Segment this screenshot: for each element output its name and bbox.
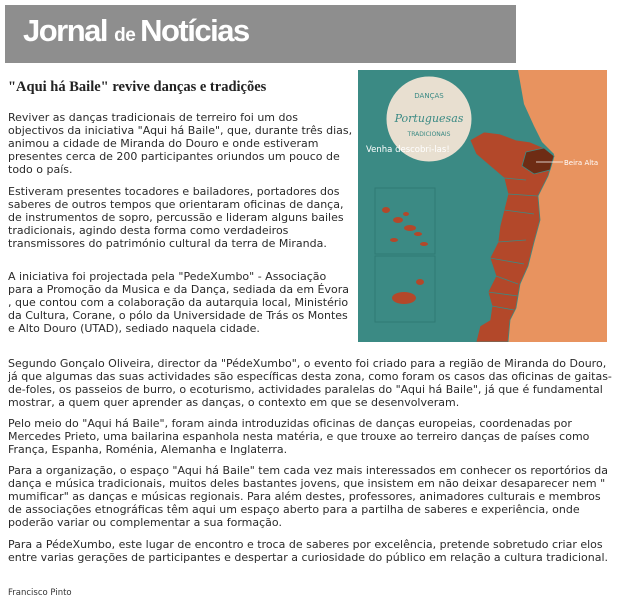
article-paragraph-2: Estiveram presentes tocadores e bailadores, portadores dos saberes de outros tempos que orientaram oficinas de dança, de instrumentos de sopro, percussão e lideram alguns bailes tradicionais, agindo desta forma como verdadeiros transmissores do património cultural da terra de Miranda. — [8, 185, 344, 251]
article-paragraph-6: Para a organização, o espaço "Aqui há Baile" tem cada vez mais interessados em conhecer os reportórios da dança e música tradicionais, muitos deles bastantes jovens, que insistem em não deixar desaparecer nem " mumificar" as danças e músicas regionais. Para além destes, professores, animadores culturais e membros de associações etnográficas têm aqui um espaço aberto para a partilha de saberes e experiência, onde poderão variar ou complementar a sua formação. — [8, 464, 608, 530]
article-paragraph-5: Pelo meio do "Aqui há Baile", foram ainda introduzidas oficinas de danças europeias, coordenadas por Mercedes Prieto, uma bailarina espanhola nesta matéria, e que trouxe ao terreiro danças de países como França, Espanha, Roménia, Alemanha e Inglaterra. — [8, 417, 590, 457]
portugal-dance-map-image — [358, 70, 607, 342]
logo-word-de: de — [114, 25, 141, 46]
article-paragraph-3: A iniciativa foi projectada pela "PedeXumbo" - Associação para a Promoção da Musica e da Dança, sediada da em Évora , que contou com a colaboração da autarquia local, Ministério da Cultura, Corane, o pólo da Universidade de Trás os Montes e Alto Douro (UTAD), sediado naquela cidade. — [8, 270, 349, 336]
badge-top-text: DANÇAS — [414, 92, 444, 100]
badge-main-text: Portuguesas — [394, 112, 464, 125]
article-paragraph-1: Reviver as danças tradicionais de terreiro foi um dos objectivos da iniciativa "Aqui há Baile", que, durante três dias, animou a cidade de Miranda do Douro e onde estiveram presentes cerca de 200 participantes oriundos um pouco de todo o país. — [8, 111, 353, 177]
masthead — [5, 5, 516, 63]
map-tagline: Venha descobri-las! — [366, 145, 450, 155]
badge-bottom-text: TRADICIONAIS — [407, 131, 451, 138]
beira-alta-label: Beira Alta — [564, 159, 599, 167]
article-title: "Aqui há Baile" revive danças e tradições — [8, 79, 267, 95]
logo-word-jornal: Jornal — [23, 13, 115, 48]
article-author: Francisco Pinto — [8, 588, 72, 598]
article-paragraph-4: Segundo Gonçalo Oliveira, director da "PédeXumbo", o evento foi criado para a região de Miranda do Douro, já que algumas das suas actividades são específicas desta zona, como foram os casos das oficinas de gaitas-de-foles, os passeios de burro, o ecoturismo, actividades paralelas do "Aqui há Baile", já que é fundamental mostrar, a quem quer aprender as danças, o contexto em que se desenvolveram. — [8, 357, 612, 410]
logo-word-noticias: Notícias — [140, 13, 249, 48]
newspaper-logo[interactable] — [23, 13, 249, 49]
article-paragraph-7: Para a PédeXumbo, este lugar de encontro e troca de saberes por excelência, pretende sobretudo criar elos entre varias gerações de participantes e despertar a curiosidade do público em relação a cultura tradicional. — [8, 538, 609, 565]
